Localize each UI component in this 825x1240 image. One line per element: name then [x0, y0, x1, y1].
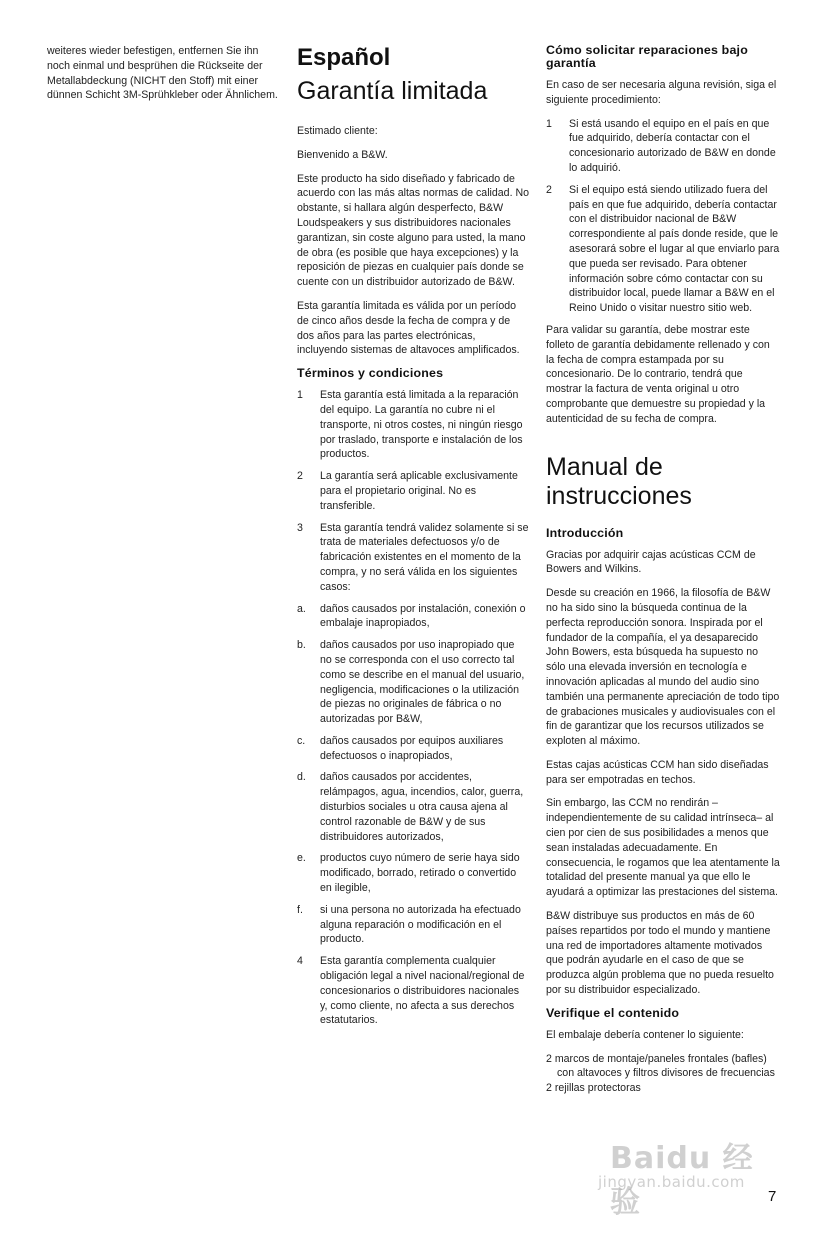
item-text: Si el equipo está siendo utilizado fuera del país en que fue adquirido, debería contactar con el distribuidor nacional de B&W correspondiente al país donde reside, que le asesorará sobre el lugar al que enviarlo para que pueda ser revisado. Para obtener información sobre cómo contactar con su distribuidor local, puede llamar a B&W en el Reino Unido o visitar nuestro sitio web.	[569, 183, 780, 315]
column-left	[47, 44, 283, 112]
list-item	[297, 954, 529, 1028]
item-text: daños causados por equipos auxiliares defectuosos o inapropiados,	[320, 734, 504, 762]
intro-paragraph-5: B&W distribuye sus productos en más de 60 países repartidos por todo el mundo y mantiene una red de importadores altamente motivados que podrán ayudarle en el caso de que se produzca algún problema que no pueda resuelto por su distribuidor especializado.	[546, 910, 774, 997]
item-number: e.	[297, 852, 306, 865]
item-text: productos cuyo número de serie haya sido modificado, borrado, retirado o convertido en ilegible,	[320, 852, 520, 895]
item-number: 2	[546, 183, 552, 196]
item-number: 4	[297, 955, 303, 968]
welcome: Bienvenido a B&W.	[297, 148, 388, 161]
item-text: Si está usando el equipo en el país en que fue adquirido, debería contactar con el concesionario autorizado de B&W en donde lo adquirió.	[569, 117, 776, 174]
list-item	[297, 770, 529, 844]
list-item	[297, 521, 529, 595]
warranty-paragraph-2: Esta garantía limitada es válida por un período de cinco años desde la fecha de compra y de dos años para las partes electrónicas, incluyendo sistemas de altavoces amplificados.	[297, 299, 520, 357]
intro-paragraph-4: Sin embargo, las CCM no rendirán –independientemente de su calidad intrínseca– al cien por cien de sus posibilidades a menos que sean instaladas adecuadamente. En consecuencia, le rogamos que lea atentamente la totalidad del presente manual ya que ello le ayudará a optimizar las prestaciones del sistema.	[546, 797, 780, 899]
item-number: d.	[297, 771, 306, 784]
item-text: Esta garantía está limitada a la reparación del equipo. La garantía no cubre ni el transporte, ni otros costes, ni ningún riesgo por traslado, transporte e instalación de los productos.	[320, 389, 523, 461]
item-text: daños causados por uso inapropiado que no se corresponda con el uso correcto tal como se describe en el manual del usuario, negligencia, modificaciones o la utilización de piezas no originales de fábrica o no autorizadas por B&W,	[320, 639, 525, 726]
validate-paragraph: Para validar su garantía, debe mostrar este folleto de garantía debidamente rellenado y con la fecha de compra estampada por su concesionario. De lo contrario, tendrá que mostrar la factura de venta original u otro comprobante que demuestre su propiedad y la autenticidad de su fecha de compra.	[546, 323, 770, 425]
list-item	[297, 903, 529, 947]
list-item	[297, 638, 529, 727]
list-item	[297, 851, 529, 895]
intro-heading: Introducción	[546, 525, 624, 540]
warranty-paragraph-1: Este producto ha sido diseñado y fabricado de acuerdo con las más altas normas de calidad. No obstante, si hallara algún desperfecto, B&W Loudspeakers y sus distribuidores nacionales garantizan, sin coste alguno para usted, la mano de obra (es posible que haya excepciones) y la reposición de piezas en cualquier país donde se cuente con un distribuidor autorizado de B&W.	[297, 172, 530, 289]
contents-heading: Verifique el contenido	[546, 1005, 680, 1020]
manual-title-line-1: Manual de	[546, 452, 663, 481]
intro-paragraph-3: Estas cajas acústicas CCM han sido diseñadas para ser empotradas en techos.	[546, 758, 769, 786]
list-item	[297, 602, 529, 632]
item-number: b.	[297, 639, 306, 652]
language-heading: Español	[297, 44, 391, 71]
warranty-title: Garantía limitada	[297, 77, 488, 105]
item-number: c.	[297, 734, 306, 747]
list-item	[297, 469, 529, 513]
contents-intro: El embalaje debería contener lo siguiente:	[546, 1028, 744, 1041]
manual-title-line-2: instrucciones	[546, 481, 692, 510]
terms-heading: Términos y condiciones	[297, 366, 444, 381]
column-middle	[297, 44, 529, 1035]
item-text: Esta garantía complementa cualquier obligación legal a nivel nacional/regional de concesionarios o distribuidores nacionales y, como cliente, no afecta a sus derechos estatutarios.	[320, 955, 525, 1027]
terms-list	[297, 388, 529, 1028]
contents-item: 2 marcos de montaje/paneles frontales (bafles) con altavoces y filtros divisores de frecuencias	[546, 1052, 775, 1080]
list-item	[546, 183, 780, 316]
item-number: 1	[297, 389, 303, 402]
intro-paragraph-2: Desde su creación en 1966, la filosofía de B&W no ha sido sino la búsqueda continua de la perfecta reproducción sonora. Inspirada por el fundador de la compañía, el ya desaparecido John Bowers, esta búsqueda ha supuesto no sólo una elevada inversión en tecnología e innovación aplicadas al mundo del audio sino también una permanente apreciación de todo tipo de grabaciones musicales y audiovisuales con el fin de garantizar que los recursos utilizados se exploten al máximo.	[546, 587, 780, 748]
continued-text: weiteres wieder befestigen, entfernen Sie ihn noch einmal und besprühen die Rückseite der Metallabdeckung (NICHT den Stoff) mit einer dünnen Schicht 3M-Sprühkleber oder Ähnlichem.	[47, 45, 278, 102]
contents-item: 2 rejillas protectoras	[546, 1082, 641, 1095]
page-number: 7	[768, 1188, 777, 1205]
watermark	[598, 1133, 778, 1220]
repairs-intro: En caso de ser necesaria alguna revisión, siga el siguiente procedimiento:	[546, 79, 777, 106]
item-text: daños causados por accidentes, relámpagos, agua, incendios, calor, guerra, disturbios sociales u otra causa ajena al control razonable de B&W y de sus distribuidores autorizados,	[320, 771, 524, 843]
item-number: 3	[297, 521, 303, 534]
list-item	[297, 734, 529, 764]
manual-title	[546, 453, 780, 511]
repairs-heading: Cómo solicitar reparaciones bajo garantía	[546, 43, 748, 70]
item-text: Esta garantía tendrá validez solamente si se trata de materiales defectuosos y/o de fabricación existentes en el momento de la compra, y no será válida en los siguientes casos:	[320, 521, 529, 593]
item-number: 2	[297, 470, 303, 483]
item-text: daños causados por instalación, conexión o embalaje inapropiados,	[320, 602, 526, 630]
column-right	[546, 44, 780, 1096]
item-number: a.	[297, 602, 306, 615]
intro-paragraph-1: Gracias por adquirir cajas acústicas CCM de Bowers and Wilkins.	[546, 548, 756, 576]
watermark-url: jingyan.baidu.com	[598, 1173, 745, 1191]
repairs-list	[546, 117, 780, 316]
item-text: si una persona no autorizada ha efectuado alguna reparación o modificación en el producto.	[320, 903, 521, 946]
item-number: 1	[546, 117, 552, 130]
greeting: Estimado cliente:	[297, 125, 378, 137]
item-number: f.	[297, 903, 303, 916]
list-item	[546, 117, 780, 176]
watermark-logo-text: Baidu 经验	[610, 1141, 754, 1220]
item-text: La garantía será aplicable exclusivamente para el propietario original. No es transferible.	[320, 470, 518, 512]
list-item	[297, 388, 529, 462]
